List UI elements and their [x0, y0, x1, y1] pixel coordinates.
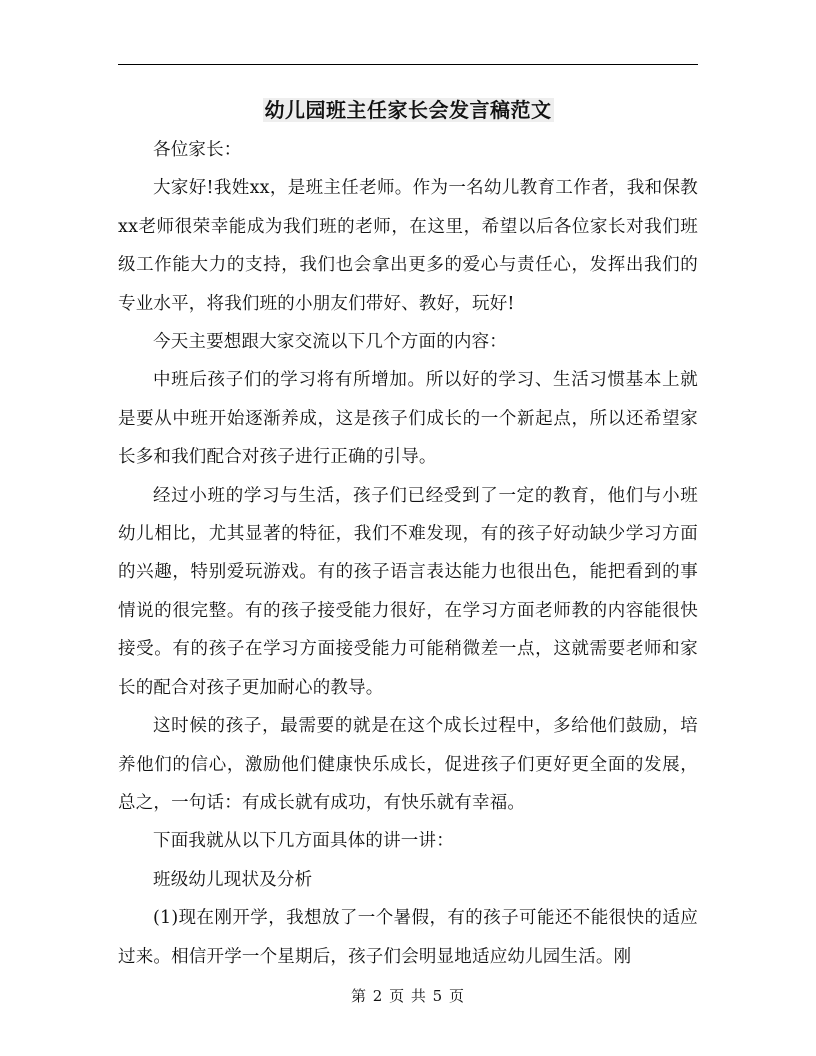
document-title — [0, 92, 816, 128]
section-heading: 班级幼儿现状及分析 — [153, 869, 313, 890]
body-paragraph: 中班后孩子们的学习将有所增加。所以好的学习、生活习惯基本上就是要从中班开始逐渐养成，这是孩子们成长的一个新起点，所以还希望家长多和我们配合对孩子进行正确的引导。 — [118, 370, 698, 468]
body-paragraph: 今天主要想跟大家交流以下几个方面的内容： — [153, 332, 507, 353]
body-paragraph: (1)现在刚开学，我想放了一个暑假，有的孩子可能还不能很快的适应过来。相信开学一个星期后，孩子们会明显地适应幼儿园生活。刚 — [118, 908, 698, 967]
body-paragraph: 经过小班的学习与生活，孩子们已经受到了一定的教育，他们与小班幼儿相比，尤其显著的特征，我们不难发现，有的孩子好动缺少学习方面的兴趣，特别爱玩游戏。有的孩子语言表达能力也很出色，能把看到的事情说的很完整。有的孩子接受能力很好，在学习方面老师教的内容能很快接受。有的孩子在学习方面接受能力可能稍微差一点，这就需要老师和家长的配合对孩子更加耐心的教导。 — [118, 485, 698, 698]
body-paragraph: 下面我就从以下几方面具体的讲一讲： — [153, 831, 454, 852]
header-rule — [118, 64, 698, 65]
salutation-paragraph: 各位家长： — [153, 140, 242, 160]
body-paragraph: 这时候的孩子，最需要的就是在这个成长过程中，多给他们鼓励，培养他们的信心，激励他们健康快乐成长，促进孩子们更好更全面的发展，总之，一句话：有成长就有成功，有快乐就有幸福。 — [118, 716, 698, 813]
body-paragraph: 大家好!我姓xx，是班主任老师。作为一名幼儿教育工作者，我和保教xx老师很荣幸能成为我们班的老师，在这里，希望以后各位家长对我们班级工作能大力的支持，我们也会拿出更多的爱心与责任心，发挥出我们的专业水平，将我们班的小朋友们带好、教好，玩好! — [118, 178, 698, 314]
document-body — [118, 131, 698, 976]
page-number-footer: 第 2 页 共 5 页 — [351, 987, 465, 1005]
document-title-text: 幼儿园班主任家长会发言稿范文 — [264, 98, 552, 122]
